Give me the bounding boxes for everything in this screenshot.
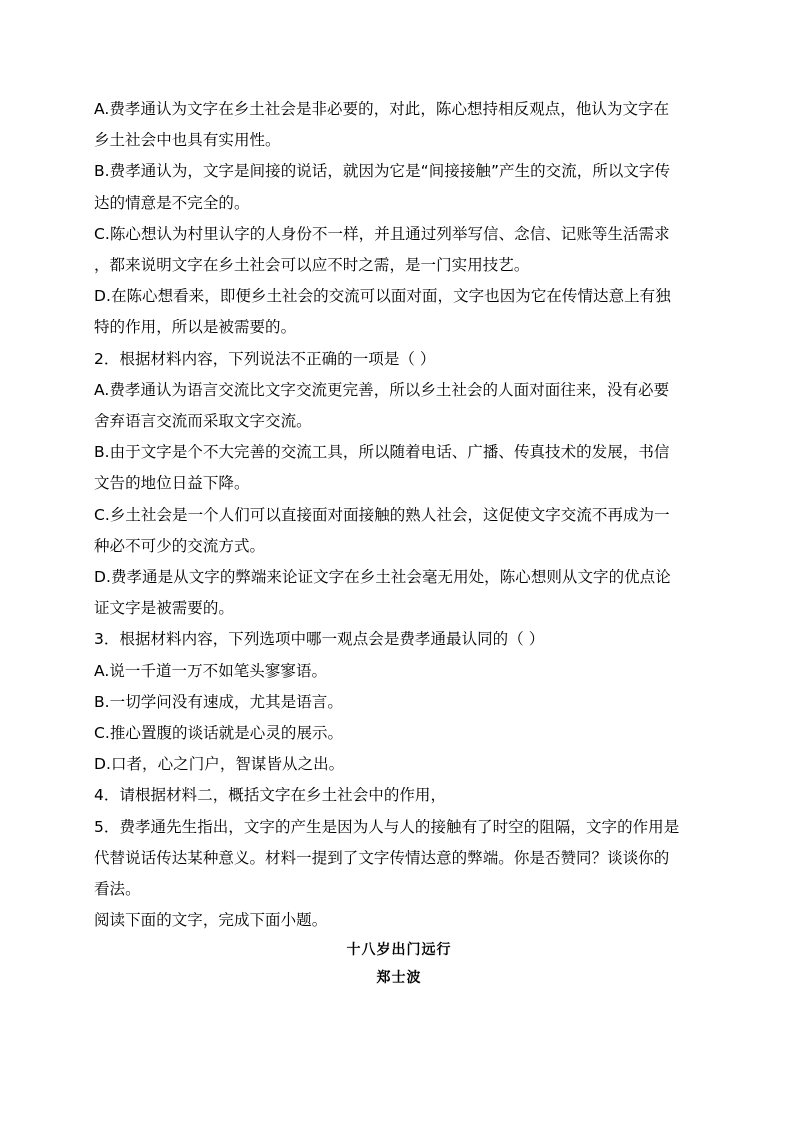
option-a-q1-line2: 乡土社会中也具有实用性。 — [94, 131, 281, 150]
question-2: 2．根据材料内容，下列说法不正确的一项是（ ） — [94, 349, 436, 368]
option-c-q3: C.推心置腹的谈话就是心灵的展示。 — [94, 724, 344, 743]
option-a-q1-line1: A.费孝通认为文字在乡土社会是非必要的，对此，陈心想持相反观点，他认为文字在 — [94, 100, 670, 118]
question-3: 3．根据材料内容，下列选项中哪一观点会是费孝通最认同的（ ） — [94, 630, 545, 649]
option-b-q2-line2: 文告的地位日益下降。 — [94, 474, 250, 493]
option-b-q1-line1: B.费孝通认为，文字是间接的说话，就因为它是“间接接触”产生的交流，所以文字传 — [94, 162, 671, 181]
question-5-line2: 代替说话传达某种意义。材料一提到了文字传情达意的弊端。你是否赞同？谈谈你的 — [94, 848, 670, 867]
option-a-q3: A.说一千道一万不如笔头寥寥语。 — [94, 661, 328, 680]
option-d-q3: D.口者，心之门户，智谋皆从之出。 — [94, 755, 345, 774]
option-b-q3: B.一切学问没有速成，尤其是语言。 — [94, 692, 343, 711]
document-body — [94, 94, 704, 992]
question-5-line3: 看法。 — [94, 880, 141, 899]
option-b-q1-line2: 达的情意是不完全的。 — [94, 193, 250, 212]
option-a-q2-line1: A.费孝通认为语言交流比文字交流更完善，所以乡土社会的人面对面往来，没有必要 — [94, 380, 670, 399]
option-d-q1-line2: 特的作用，所以是被需要的。 — [94, 318, 297, 337]
option-c-q2-line1: C.乡土社会是一个人们可以直接面对面接触的熟人社会，这促使文字交流不再成为一 — [94, 505, 670, 524]
option-d-q2-line1: D.费孝通是从文字的弊端来论证文字在乡土社会毫无用处，陈心想则从文字的优点论 — [94, 568, 671, 587]
reading-instruction: 阅读下面的文字，完成下面小题。 — [94, 911, 328, 930]
option-d-q1-line1: D.在陈心想看来，即便乡土社会的交流可以面对面，文字也因为它在传情达意上有独 — [94, 287, 671, 306]
option-c-q1-line2: ，都来说明文字在乡土社会可以应不时之需，是一门实用技艺。 — [94, 256, 530, 275]
option-c-q1-line1: C.陈心想认为村里认字的人身份不一样，并且通过列举写信、念信、记账等生活需求 — [94, 224, 670, 243]
option-b-q2-line1: B.由于文字是个不大完善的交流工具，所以随着电话、广播、传真技术的发展，书信 — [94, 443, 670, 462]
passage-title: 十八岁出门远行 — [346, 942, 452, 959]
option-a-q2-line2: 舍弃语言交流而采取文字交流。 — [94, 412, 312, 431]
passage-author: 郑士波 — [376, 970, 422, 987]
option-d-q2-line2: 证文字是被需要的。 — [94, 599, 234, 618]
question-4: 4．请根据材料二，概括文字在乡土社会中的作用， — [94, 786, 447, 805]
option-c-q2-line2: 种必不可少的交流方式。 — [94, 536, 266, 555]
question-5-line1: 5．费孝通先生指出，文字的产生是因为人与人的接触有了时空的阻隔，文字的作用是 — [94, 817, 680, 836]
